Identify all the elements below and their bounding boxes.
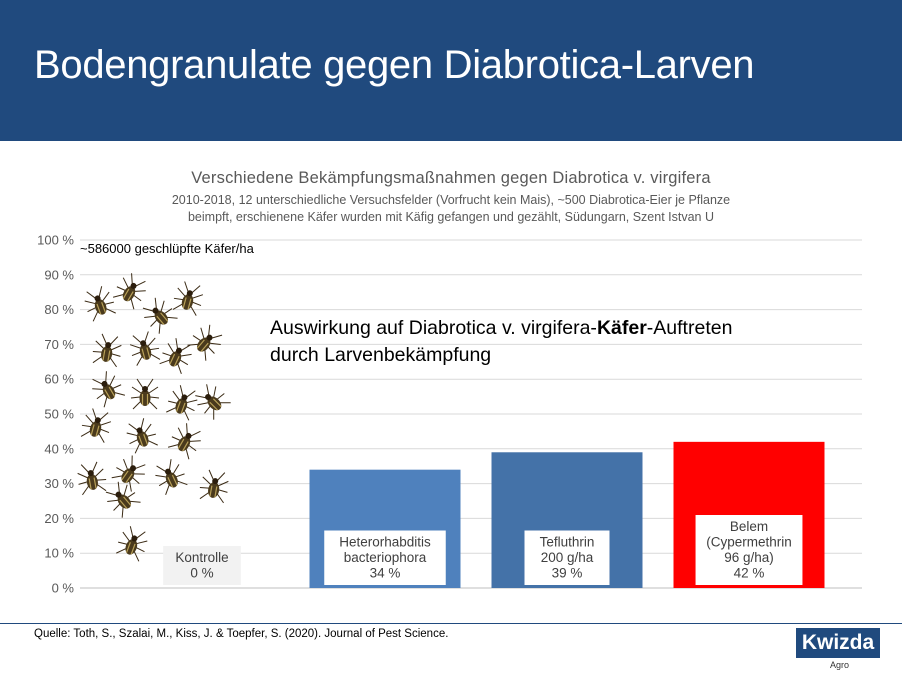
beetle-icon xyxy=(87,368,126,408)
beetle-icon xyxy=(166,420,205,460)
y-tick-label: 100 % xyxy=(37,232,74,248)
beetle-icon xyxy=(110,452,150,493)
beetle-icon xyxy=(81,284,118,322)
beetle-icon xyxy=(171,280,206,316)
beetle-icon xyxy=(75,461,108,495)
y-tick-label: 30 % xyxy=(44,476,74,492)
y-tick-label: 60 % xyxy=(44,371,74,387)
beetle-icon xyxy=(151,457,189,496)
beetle-icon xyxy=(114,524,151,562)
beetle-icon xyxy=(91,333,124,367)
beetle-icon xyxy=(164,383,201,421)
beetle-icon xyxy=(191,380,232,421)
kwizda-logo: Kwizda xyxy=(796,628,880,658)
data-label: Heterorhabditis xyxy=(339,534,431,550)
data-label: Tefluthrin xyxy=(539,534,595,550)
data-label: (Cypermethrin xyxy=(706,534,792,550)
data-label: 96 g/ha) xyxy=(724,550,774,565)
data-label: bacteriophora xyxy=(343,550,427,565)
y-tick-label: 20 % xyxy=(44,510,74,526)
annotation-bold-text: Käfer xyxy=(596,317,647,339)
beetle-icon xyxy=(158,336,196,375)
data-label: 34 % xyxy=(369,565,401,581)
annotation-text-1: Auswirkung auf Diabrotica v. virgifera- xyxy=(270,317,597,339)
data-label: Kontrolle xyxy=(175,550,229,565)
chart-title: Verschiedene Bekämpfungsmaßnahmen gegen Diabrotica v. virgifera xyxy=(191,169,711,187)
data-label: 42 % xyxy=(733,565,765,581)
beetle-icon xyxy=(79,407,114,443)
beetle-icon xyxy=(111,270,150,310)
y-tick-label: 90 % xyxy=(44,267,74,283)
y-tick-label: 70 % xyxy=(44,336,74,352)
chart-subtitle-line1: 2010-2018, 12 unterschiedliche Versuchsfelder (Vorfrucht kein Mais), ~500 Diabrotica-Eier je Pflanze xyxy=(171,193,731,207)
y-tick-label: 50 % xyxy=(44,406,74,422)
slide-title: Bodengranulate gegen Diabrotica-Larven xyxy=(34,43,755,87)
source-citation: Quelle: Toth, S., Szalai, M., Kiss, J. & Toepfer, S. (2020). Journal of Pest Science. xyxy=(34,628,449,640)
annotation-text-3: durch Larvenbekämpfung xyxy=(270,344,492,366)
footer-divider xyxy=(0,623,902,624)
kwizda-logo-sub: Agro xyxy=(830,660,850,670)
y-tick-label: 80 % xyxy=(44,302,74,318)
beetle-icon xyxy=(131,379,159,409)
data-label: Belem xyxy=(729,519,769,534)
data-label: 200 g/ha xyxy=(540,550,594,565)
chart-annotation xyxy=(270,315,732,369)
data-label: 0 % xyxy=(190,565,214,581)
beetle-icon xyxy=(138,294,179,335)
beetle-icon xyxy=(186,321,227,362)
hatched-beetles-note: ~586000 geschlüpfte Käfer/ha xyxy=(80,241,254,256)
annotation-text-2: -Auftreten xyxy=(646,317,733,339)
y-tick-label: 10 % xyxy=(44,545,74,561)
y-tick-label: 40 % xyxy=(44,441,74,457)
chart-subtitle-line2: beimpft, erschienene Käfer wurden mit Käfig gefangen und gezählt, Südungarn, Szent Istvan U xyxy=(187,210,715,224)
beetle-icon xyxy=(127,330,162,366)
beetle-icon xyxy=(198,469,231,503)
data-label: 39 % xyxy=(551,565,583,581)
beetle-icon xyxy=(101,478,142,519)
y-tick-label: 0 % xyxy=(51,580,74,596)
